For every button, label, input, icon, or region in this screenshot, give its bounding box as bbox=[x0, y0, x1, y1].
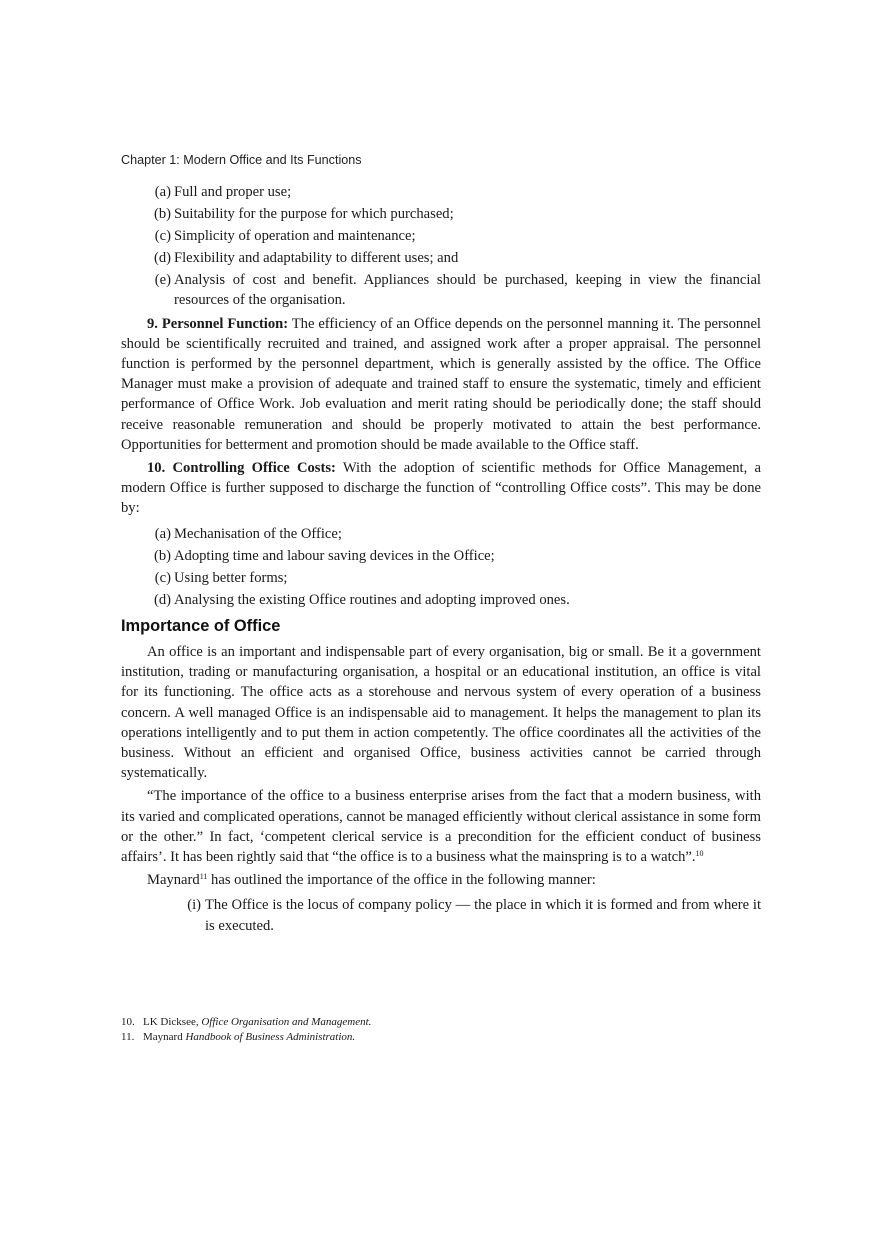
footnote: 11. Maynard Handbook of Business Administration. bbox=[121, 1031, 356, 1043]
section-heading: Importance of Office bbox=[121, 616, 281, 635]
importance-paragraph-1: An office is an important and indispensable part of every organisation, big or small. Be it a government institution, trading or manufacturing organisation, a hospital or an educational institution, an office is vital for its functioning. The office acts as a storehouse and nervous system of every operation of a business concern. A well managed Office is an indispensable aid to management. It helps the management to plan its operations intelligently and to put them in action competently. The office coordinates all the activities of the business. Without an efficient and organised Office, business activities cannot be carried through systematically. bbox=[121, 644, 761, 782]
personnel-function-paragraph: 9. Personnel Function: The efficiency of an Office depends on the personnel manning it. The personnel should be scientifically recruited and trained, and assigned work after a proper appraisal. The personnel function is performed by the personnel department, which is generally assisted by the office. The Office Manager must make a provision of adequate and trained staff to ensure the systematic, timely and efficient performance of Office Work. Job evaluation and merit rating should be periodically done; the staff should receive reasonable remuneration and should be properly motivated to attain the best performance. Opportunities for betterment and promotion should be made available to the Office staff. bbox=[121, 315, 761, 453]
list-item: (b) Adopting time and labour saving devices in the Office; bbox=[153, 547, 495, 564]
footnote-ref[interactable]: 11 bbox=[199, 872, 208, 882]
list-item: (e) Analysis of cost and benefit. Appliances should be purchased, keeping in view the financial resources of the organisation. bbox=[154, 272, 761, 309]
list-item: (c) Using better forms; bbox=[154, 569, 288, 586]
importance-paragraph-2: “The importance of the office to a business enterprise arises from the fact that a modern business, with its varied and complicated operations, cannot be managed efficiently without clerical assistance in some form or the other.” In fact, ‘competent clerical service is a precondition for the efficient conduct of business affairs’. It has been rightly said that “the office is to a business what the mainspring is to a watch”.$^{10}$ bbox=[121, 788, 761, 866]
list-item: (c) Simplicity of operation and maintenance; bbox=[154, 228, 416, 245]
paragraph-heading: 10. Controlling Office Costs: bbox=[147, 460, 336, 477]
appliance-criteria-list bbox=[121, 182, 761, 310]
list-item: (a) Full and proper use; bbox=[154, 184, 292, 201]
list-item: (b) Suitability for the purpose for which purchased; bbox=[153, 206, 454, 223]
footnote: 10. LK Dicksee, Office Organisation and Management. bbox=[121, 1016, 372, 1028]
importance-paragraph-3: Maynard$^{11}$ has outlined the importance of the office in the following manner: bbox=[147, 872, 596, 889]
page-body bbox=[121, 150, 761, 938]
cost-control-list bbox=[121, 524, 761, 610]
list-item: (i) The Office is the locus of company policy — the place in which it is formed and from where it is executed. bbox=[187, 897, 761, 934]
footnote-ref[interactable]: 10 bbox=[695, 849, 704, 859]
list-item: (d) Flexibility and adaptability to different uses; and bbox=[153, 250, 459, 267]
controlling-costs-paragraph: 10. Controlling Office Costs: With the adoption of scientific methods for Office Management, a modern Office is further supposed to discharge the function of “controlling Office costs”. This may be done by: bbox=[121, 460, 761, 517]
list-item: (d) Analysing the existing Office routines and adopting improved ones. bbox=[153, 591, 570, 608]
paragraph-heading: 9. Personnel Function: bbox=[147, 315, 289, 332]
footnotes bbox=[121, 1015, 761, 1045]
running-head: Chapter 1: Modern Office and Its Functions bbox=[121, 153, 362, 167]
list-item: (a) Mechanisation of the Office; bbox=[154, 525, 342, 542]
office-importance-list bbox=[121, 895, 761, 935]
